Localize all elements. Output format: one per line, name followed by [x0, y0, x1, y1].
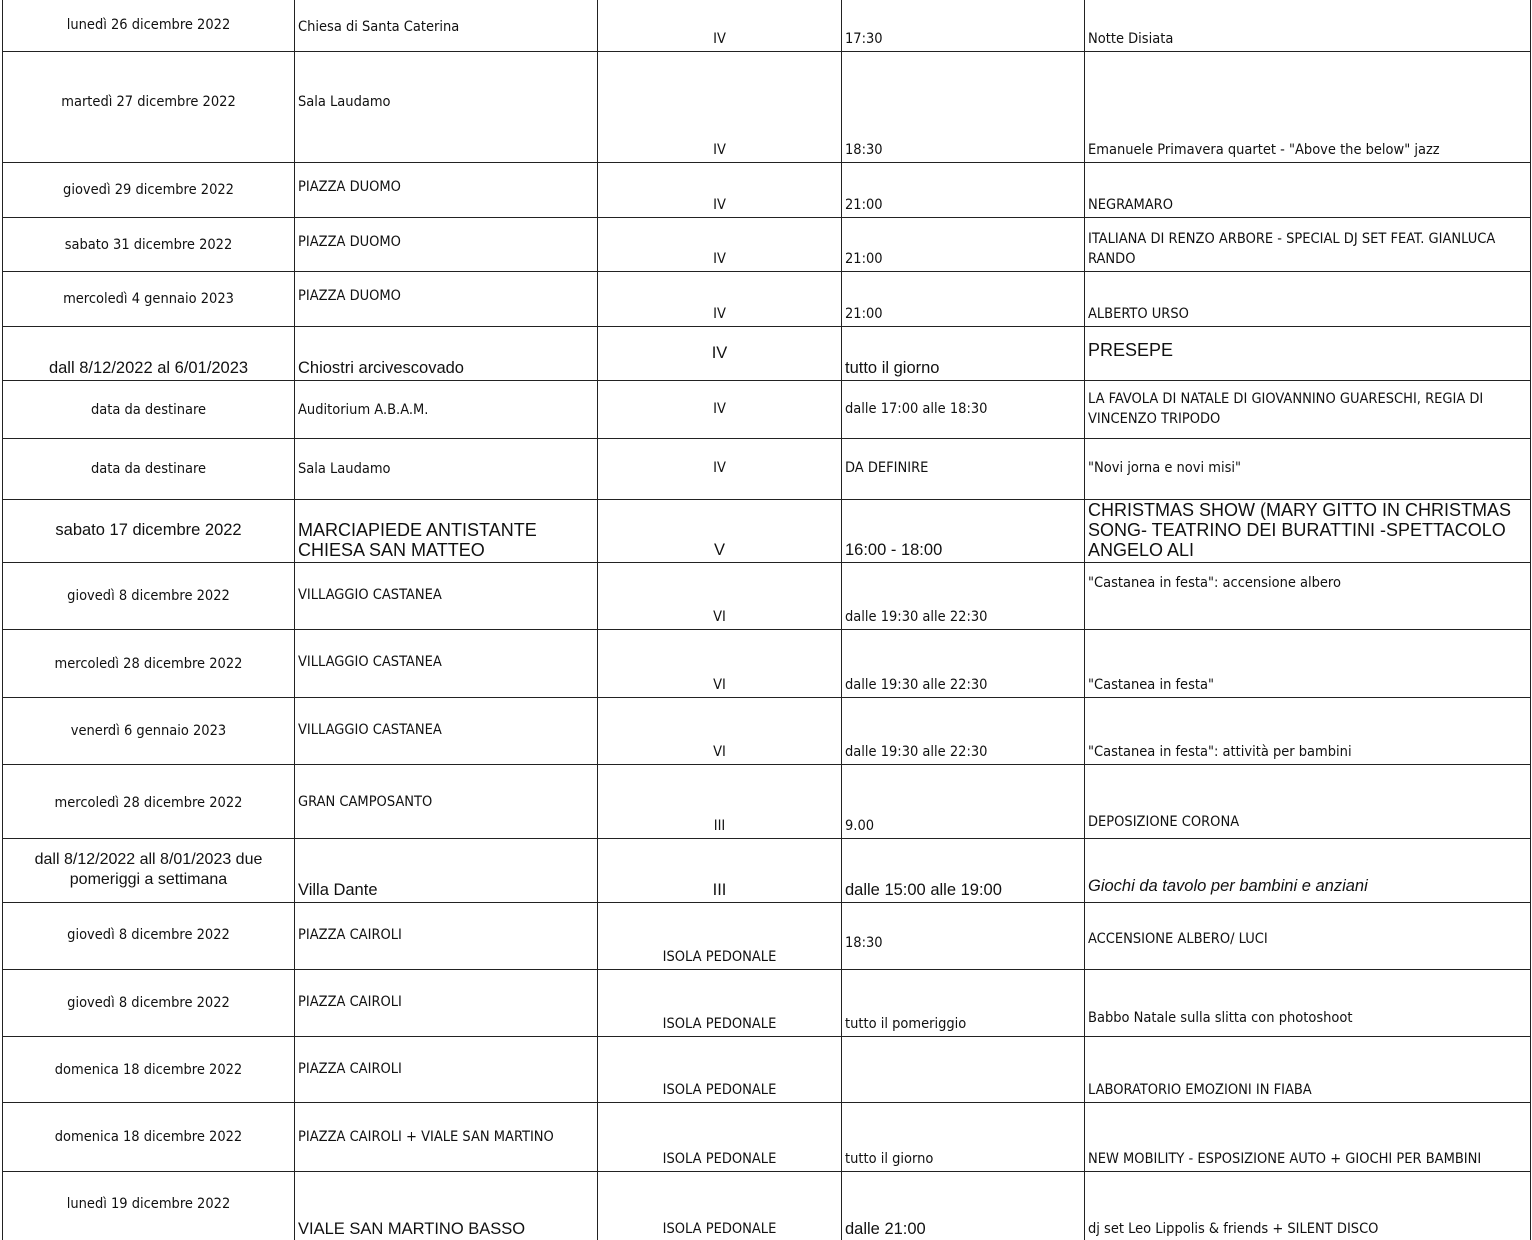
date-cell: sabato 17 dicembre 2022: [3, 500, 295, 563]
municipality-cell: IV: [598, 163, 842, 218]
time-cell: 21:00: [842, 163, 1085, 218]
date-cell: giovedì 8 dicembre 2022: [3, 903, 295, 970]
municipality-cell: IV: [598, 381, 842, 439]
table-row: [3, 903, 1531, 970]
date-cell: [3, 839, 295, 903]
municipality-cell: VI: [598, 698, 842, 765]
location-cell: Auditorium A.B.A.M.: [295, 381, 598, 439]
date-cell: lunedì 26 dicembre 2022: [3, 0, 295, 52]
table-row: [3, 563, 1531, 630]
date-cell: giovedì 8 dicembre 2022: [3, 970, 295, 1037]
location-cell: Sala Laudamo: [295, 439, 598, 500]
location-cell: PIAZZA CAIROLI + VIALE SAN MARTINO: [295, 1103, 598, 1172]
date-cell: mercoledì 28 dicembre 2022: [3, 765, 295, 839]
time-cell: dalle 21:00: [842, 1172, 1085, 1240]
location-cell: PIAZZA DUOMO: [295, 272, 598, 327]
municipality-cell: ISOLA PEDONALE: [598, 1172, 842, 1240]
event-cell: Giochi da tavolo per bambini e anziani: [1085, 839, 1531, 903]
date-line-2: pomeriggi a settimana: [69, 870, 228, 888]
time-cell: dalle 15:00 alle 19:00: [842, 839, 1085, 903]
location-cell: Villa Dante: [295, 839, 598, 903]
municipality-cell: V: [598, 500, 842, 563]
location-cell: VILLAGGIO CASTANEA: [295, 630, 598, 698]
event-cell: NEW MOBILITY - ESPOSIZIONE AUTO + GIOCHI PER BAMBINI: [1085, 1103, 1531, 1172]
event-cell: DEPOSIZIONE CORONA: [1085, 765, 1531, 839]
event-cell: Babbo Natale sulla slitta con photoshoot: [1085, 970, 1531, 1037]
time-cell: [842, 1037, 1085, 1103]
event-cell: "Castanea in festa": attività per bambini: [1085, 698, 1531, 765]
location-cell: PIAZZA CAIROLI: [295, 970, 598, 1037]
date-line-1: dall 8/12/2022 all 8/01/2023 due: [34, 850, 263, 868]
location-cell: VILLAGGIO CASTANEA: [295, 563, 598, 630]
time-cell: DA DEFINIRE: [842, 439, 1085, 500]
location-cell: PIAZZA CAIROLI: [295, 1037, 598, 1103]
location-cell: Chiesa di Santa Caterina: [295, 0, 598, 52]
location-cell: Sala Laudamo: [295, 52, 598, 163]
table-row: [3, 272, 1531, 327]
date-cell: lunedì 19 dicembre 2022: [3, 1172, 295, 1240]
municipality-cell: IV: [598, 327, 842, 381]
municipality-cell: ISOLA PEDONALE: [598, 970, 842, 1037]
time-cell: 21:00: [842, 218, 1085, 272]
table-row: [3, 765, 1531, 839]
location-cell: PIAZZA DUOMO: [295, 163, 598, 218]
table-row: [3, 1037, 1531, 1103]
table-row: [3, 839, 1531, 903]
time-cell: dalle 17:00 alle 18:30: [842, 381, 1085, 439]
date-cell: mercoledì 4 gennaio 2023: [3, 272, 295, 327]
location-cell: PIAZZA DUOMO: [295, 218, 598, 272]
municipality-cell: IV: [598, 439, 842, 500]
event-cell: Emanuele Primavera quartet - "Above the below" jazz: [1085, 52, 1531, 163]
municipality-cell: ISOLA PEDONALE: [598, 903, 842, 970]
event-cell: "Novi jorna e novi misi": [1085, 439, 1531, 500]
time-cell: dalle 19:30 alle 22:30: [842, 563, 1085, 630]
table-row: [3, 0, 1531, 52]
time-cell: tutto il giorno: [842, 327, 1085, 381]
event-cell: "Castanea in festa": accensione albero: [1085, 563, 1531, 630]
municipality-cell: IV: [598, 0, 842, 52]
time-cell: 9.00: [842, 765, 1085, 839]
table-row: [3, 500, 1531, 563]
municipality-cell: ISOLA PEDONALE: [598, 1037, 842, 1103]
time-cell: dalle 19:30 alle 22:30: [842, 698, 1085, 765]
table-row: [3, 327, 1531, 381]
table-row: [3, 52, 1531, 163]
municipality-cell: IV: [598, 272, 842, 327]
event-cell: dj set Leo Lippolis & friends + SILENT DISCO: [1085, 1172, 1531, 1240]
municipality-cell: IV: [598, 218, 842, 272]
table-row: [3, 218, 1531, 272]
event-cell: ACCENSIONE ALBERO/ LUCI: [1085, 903, 1531, 970]
time-cell: 17:30: [842, 0, 1085, 52]
date-cell: giovedì 8 dicembre 2022: [3, 563, 295, 630]
location-cell: Chiostri arcivescovado: [295, 327, 598, 381]
table-row: [3, 163, 1531, 218]
time-cell: tutto il giorno: [842, 1103, 1085, 1172]
date-cell: data da destinare: [3, 439, 295, 500]
location-cell: VIALE SAN MARTINO BASSO: [295, 1172, 598, 1240]
events-table: [2, 0, 1531, 1240]
municipality-cell: VI: [598, 630, 842, 698]
event-cell: Notte Disiata: [1085, 0, 1531, 52]
table-row: [3, 698, 1531, 765]
time-cell: 18:30: [842, 903, 1085, 970]
municipality-cell: IV: [598, 52, 842, 163]
location-cell: VILLAGGIO CASTANEA: [295, 698, 598, 765]
event-cell: "Castanea in festa": [1085, 630, 1531, 698]
event-cell: ITALIANA DI RENZO ARBORE - SPECIAL DJ SET FEAT. GIANLUCA RANDO: [1085, 218, 1531, 272]
date-cell: giovedì 29 dicembre 2022: [3, 163, 295, 218]
event-cell: LABORATORIO EMOZIONI IN FIABA: [1085, 1037, 1531, 1103]
municipality-cell: III: [598, 765, 842, 839]
municipality-cell: III: [598, 839, 842, 903]
time-cell: tutto il pomeriggio: [842, 970, 1085, 1037]
location-cell: PIAZZA CAIROLI: [295, 903, 598, 970]
date-cell: domenica 18 dicembre 2022: [3, 1103, 295, 1172]
date-cell: sabato 31 dicembre 2022: [3, 218, 295, 272]
time-cell: 16:00 - 18:00: [842, 500, 1085, 563]
event-cell: PRESEPE: [1085, 327, 1531, 381]
location-cell: GRAN CAMPOSANTO: [295, 765, 598, 839]
event-cell: CHRISTMAS SHOW (MARY GITTO IN CHRISTMAS SONG- TEATRINO DEI BURATTINI -SPETTACOLO ANGELO ALI: [1085, 500, 1531, 563]
date-cell: data da destinare: [3, 381, 295, 439]
date-cell: mercoledì 28 dicembre 2022: [3, 630, 295, 698]
time-cell: 18:30: [842, 52, 1085, 163]
event-cell: NEGRAMARO: [1085, 163, 1531, 218]
date-cell: venerdì 6 gennaio 2023: [3, 698, 295, 765]
time-cell: dalle 19:30 alle 22:30: [842, 630, 1085, 698]
event-cell: LA FAVOLA DI NATALE DI GIOVANNINO GUARESCHI, REGIA DI VINCENZO TRIPODO: [1085, 381, 1531, 439]
municipality-cell: VI: [598, 563, 842, 630]
table-row: [3, 630, 1531, 698]
date-cell: martedì 27 dicembre 2022: [3, 52, 295, 163]
time-cell: 21:00: [842, 272, 1085, 327]
table-row: [3, 381, 1531, 439]
event-cell: ALBERTO URSO: [1085, 272, 1531, 327]
table-row: [3, 439, 1531, 500]
date-cell: domenica 18 dicembre 2022: [3, 1037, 295, 1103]
table-row: [3, 1103, 1531, 1172]
table-row: [3, 970, 1531, 1037]
date-cell: dall 8/12/2022 al 6/01/2023: [3, 327, 295, 381]
location-cell: MARCIAPIEDE ANTISTANTE CHIESA SAN MATTEO: [295, 500, 598, 563]
table-row: [3, 1172, 1531, 1240]
municipality-cell: ISOLA PEDONALE: [598, 1103, 842, 1172]
